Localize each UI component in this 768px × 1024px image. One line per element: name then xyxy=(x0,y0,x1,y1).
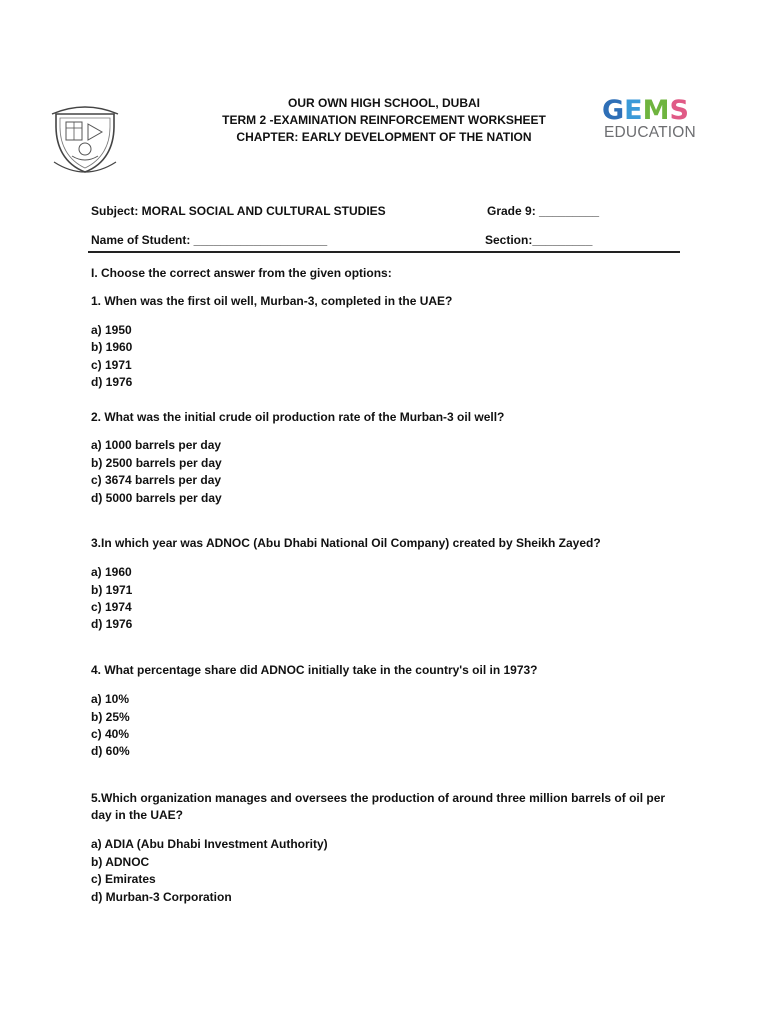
question-5-line-1: 5.Which organization manages and oversees the production of around three million barrels of oil per xyxy=(91,791,666,805)
q3-option-c: c) 1974 xyxy=(91,600,132,614)
q5-option-a: a) ADIA (Abu Dhabi Investment Authority) xyxy=(91,837,328,851)
grade-field: Grade 9: _________ xyxy=(487,204,600,218)
q4-option-c: c) 40% xyxy=(91,727,130,741)
q3-option-d: d) 1976 xyxy=(91,617,133,631)
question-3: 3.In which year was ADNOC (Abu Dhabi National Oil Company) created by Sheikh Zayed? xyxy=(91,536,601,550)
q3-option-a: a) 1960 xyxy=(91,565,132,579)
q4-option-d: d) 60% xyxy=(91,744,130,758)
brand-name: GEMS xyxy=(602,95,689,126)
q5-option-d: d) Murban-3 Corporation xyxy=(91,890,232,904)
q2-option-a: a) 1000 barrels per day xyxy=(91,438,222,452)
subject-label: Subject: MORAL SOCIAL AND CULTURAL STUDIES xyxy=(91,204,386,218)
q2-option-c: c) 3674 barrels per day xyxy=(91,473,222,487)
question-5-line-2: day in the UAE? xyxy=(91,808,184,822)
worksheet-title: TERM 2 -EXAMINATION REINFORCEMENT WORKSHEET xyxy=(222,113,546,127)
brand-subtitle: EDUCATION xyxy=(604,124,696,141)
q3-option-b: b) 1971 xyxy=(91,583,133,597)
q4-option-b: b) 25% xyxy=(91,710,130,724)
question-1: 1. When was the first oil well, Murban-3, completed in the UAE? xyxy=(91,294,453,308)
q5-option-b: b) ADNOC xyxy=(91,855,150,869)
question-2: 2. What was the initial crude oil production rate of the Murban-3 oil well? xyxy=(91,410,505,424)
section-field: Section:_________ xyxy=(485,233,593,247)
q2-option-b: b) 2500 barrels per day xyxy=(91,456,222,470)
gems-education-logo xyxy=(602,97,698,147)
school-name: OUR OWN HIGH SCHOOL, DUBAI xyxy=(288,96,480,110)
header-divider xyxy=(88,251,680,253)
q1-option-a: a) 1950 xyxy=(91,323,132,337)
school-crest-icon xyxy=(44,102,126,178)
q1-option-b: b) 1960 xyxy=(91,340,133,354)
q1-option-d: d) 1976 xyxy=(91,375,133,389)
instructions: I. Choose the correct answer from the given options: xyxy=(91,266,392,280)
q5-option-c: c) Emirates xyxy=(91,872,156,886)
q2-option-d: d) 5000 barrels per day xyxy=(91,491,222,505)
q1-option-c: c) 1971 xyxy=(91,358,132,372)
q4-option-a: a) 10% xyxy=(91,692,130,706)
student-name-field: Name of Student: ____________________ xyxy=(91,233,328,247)
question-4: 4. What percentage share did ADNOC initially take in the country's oil in 1973? xyxy=(91,663,538,677)
chapter-title: CHAPTER: EARLY DEVELOPMENT OF THE NATION xyxy=(236,130,532,144)
